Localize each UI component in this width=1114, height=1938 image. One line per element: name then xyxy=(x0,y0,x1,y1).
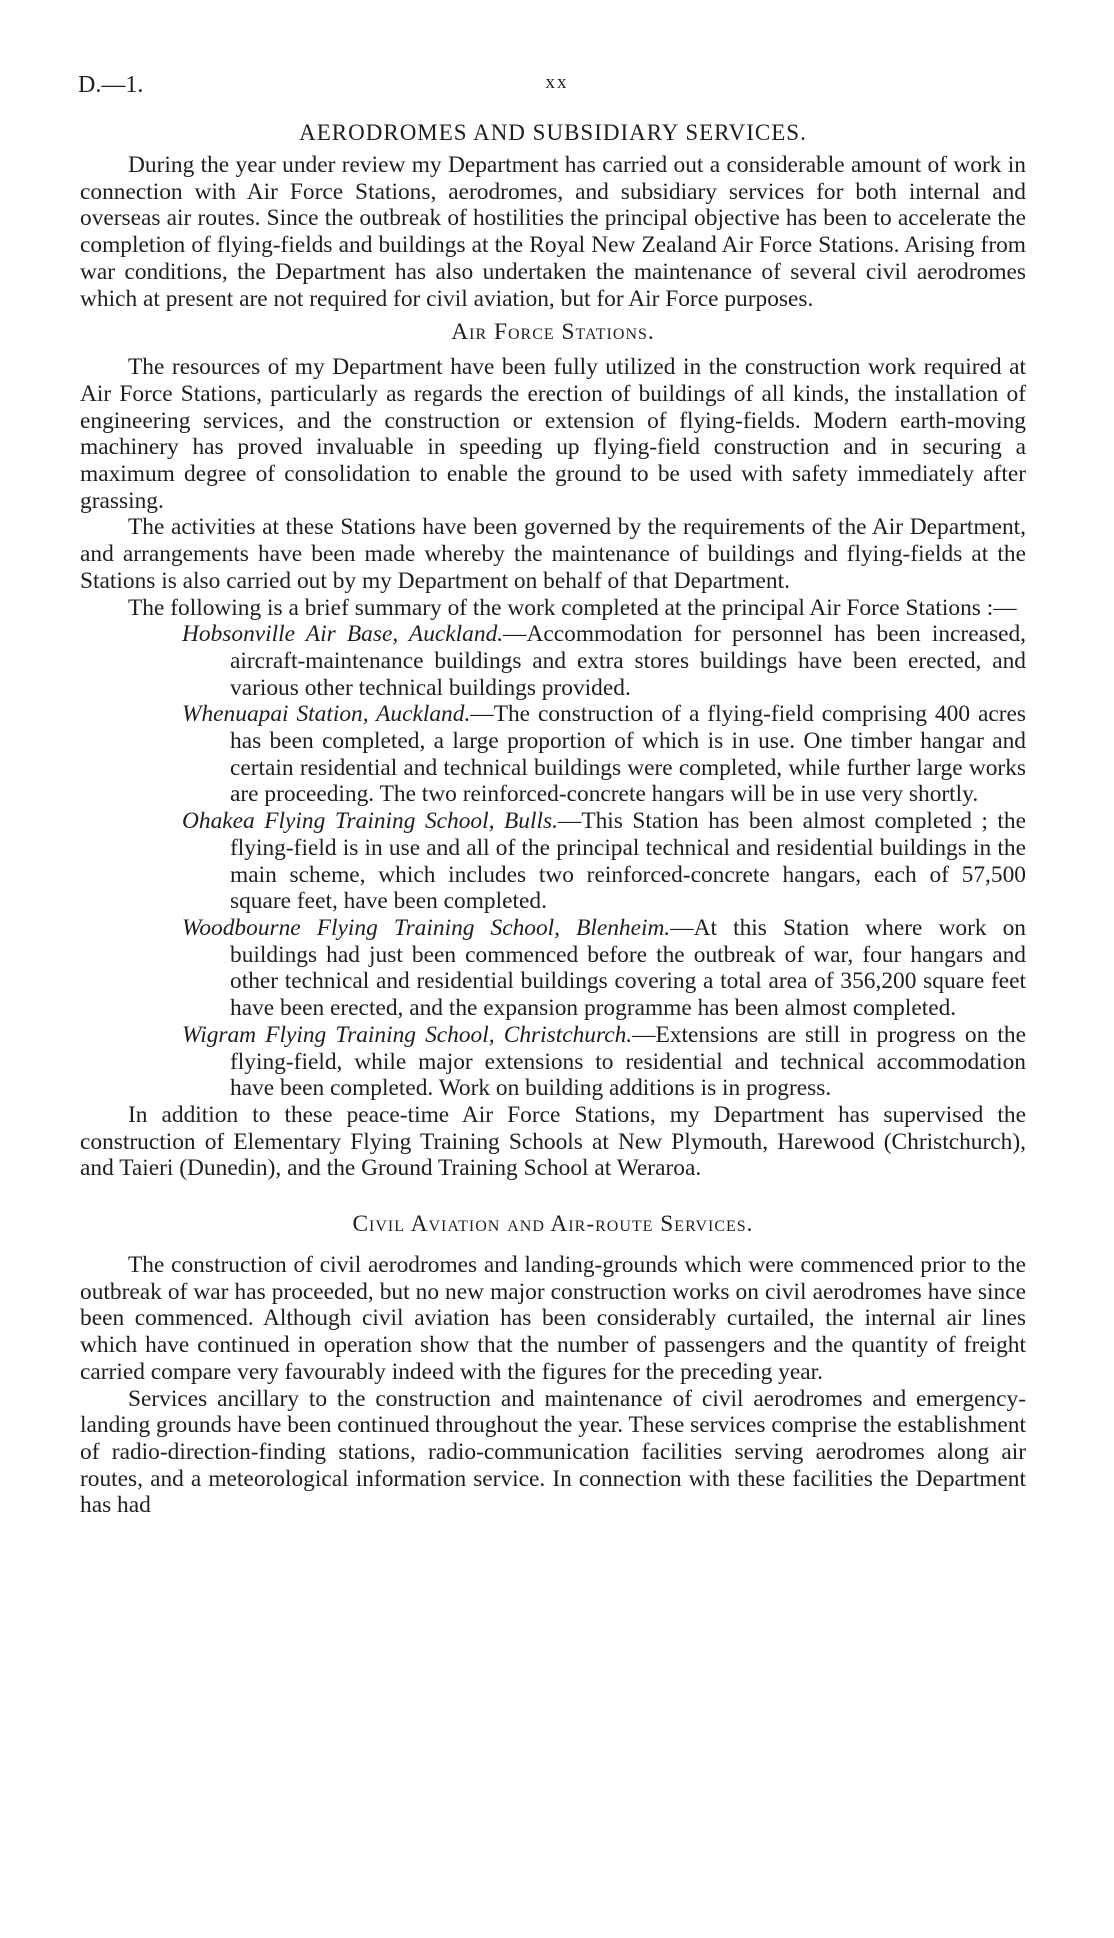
station-name: Hobsonville Air Base, Auckland. xyxy=(182,621,504,648)
station-text: —At this Station where work on buildings had just been commenced before the outbreak of war, four hangars and other technical and residential buildings covering a total area of 356,200 square feet have been erected, and the expansion programme has been almost completed. xyxy=(230,914,1026,1022)
civil-paragraph-1: The construction of civil aerodromes and landing-grounds which were commenced prior to the outbreak of war has proceeded, but no new major construction works on civil aerodromes have since been commenced. Although civil aviation has been considerably curtailed, the internal air lines which have continued in operation show that the number of passengers and the quantity of freight carried compare very favourably indeed with the figures for the preceding year. xyxy=(80,1252,1026,1385)
station-hobsonville xyxy=(182,621,1026,701)
station-name: Ohakea Flying Training School, Bulls. xyxy=(182,808,558,835)
station-name: Woodbourne Flying Training School, Blenheim. xyxy=(182,914,671,941)
station-wigram xyxy=(182,1021,1026,1102)
air-force-heading: Air Force Stations. xyxy=(451,319,655,346)
intro-paragraph: During the year under review my Department has carried out a considerable amount of work in connection with Air Force Stations, aerodromes, and subsidiary services for both internal and overseas air routes. Since the outbreak of hostilities the principal objective has been to accelerate the completion of flying-fields and buildings at the Royal New Zealand Air Force Stations. Arising from war conditions, the Department has also undertaken the maintenance of several civil aerodromes which at present are not required for civil aviation, but for Air Force purposes. xyxy=(80,152,1026,312)
air-force-paragraph-4: In addition to these peace-time Air Force Stations, my Department has supervised the construction of Elementary Flying Training Schools at New Plymouth, Harewood (Christchurch), and Taieri (Dunedin), and the Ground Training School at Weraroa. xyxy=(80,1101,1026,1182)
station-text: —The construction of a flying-field comprising 400 acres has been completed, a large proportion of which is in use. One timber hangar and certain residential and technical buildings were completed, while further large works are proceeding. The two reinforced-concrete hangars will be in use very shortly. xyxy=(230,701,1026,808)
section-title: AERODROMES AND SUBSIDIARY SERVICES. xyxy=(299,120,807,145)
station-woodbourne xyxy=(182,914,1026,1022)
station-name: Whenuapai Station, Auckland. xyxy=(182,701,471,728)
page-body xyxy=(80,118,1026,1519)
air-force-paragraph-1: The resources of my Department have been fully utilized in the construction work required at Air Force Stations, particularly as regards the erection of buildings of all kinds, the installation of engineering services, and the construction or extension of flying-fields. Modern earth-moving machinery has proved invaluable in speeding up flying-field construction and in securing a maximum degree of consolidation to enable the ground to be used with safety immediately after grassing. xyxy=(80,354,1026,514)
station-ohakea xyxy=(182,808,1027,915)
station-text: —Extensions are still in progress on the flying-field, while major extensions to residential and technical accommodation have been completed. Work on building additions is in progress. xyxy=(230,1021,1026,1102)
document-reference: D.—1. xyxy=(78,72,144,98)
air-force-paragraph-2: The activities at these Stations have been governed by the requirements of the Air Department, and arrangements have been made whereby the maintenance of buildings and flying-fields at the Stations is also carried out by my Department on behalf of that Department. xyxy=(80,514,1026,594)
civil-paragraph-2: Services ancillary to the construction and maintenance of civil aerodromes and emergency-landing grounds have been continued throughout the year. These services comprise the establishment of radio-direction-finding stations, radio-communication facilities serving aerodromes along air routes, and a meteorological information service. In connection with these facilities the Department has had xyxy=(80,1385,1026,1519)
civil-aviation-heading: Civil Aviation and Air-route Services. xyxy=(352,1211,754,1238)
page-number: xx xyxy=(545,72,569,93)
station-name: Wigram Flying Training School, Christchurch. xyxy=(182,1021,633,1048)
station-text: —Accommodation for personnel has been increased, aircraft-maintenance buildings and extra stores buildings have been erected, and various other technical buildings provided. xyxy=(230,621,1026,701)
station-text: —This Station has been almost completed ; the flying-field is in use and all of the principal technical and residential buildings in the main scheme, which includes two reinforced-concrete hangars, each of 57,500 square feet, have been completed. xyxy=(230,808,1027,915)
station-whenuapai xyxy=(182,701,1026,808)
air-force-paragraph-3: The following is a brief summary of the work completed at the principal Air Force Stations :— xyxy=(128,594,1017,621)
